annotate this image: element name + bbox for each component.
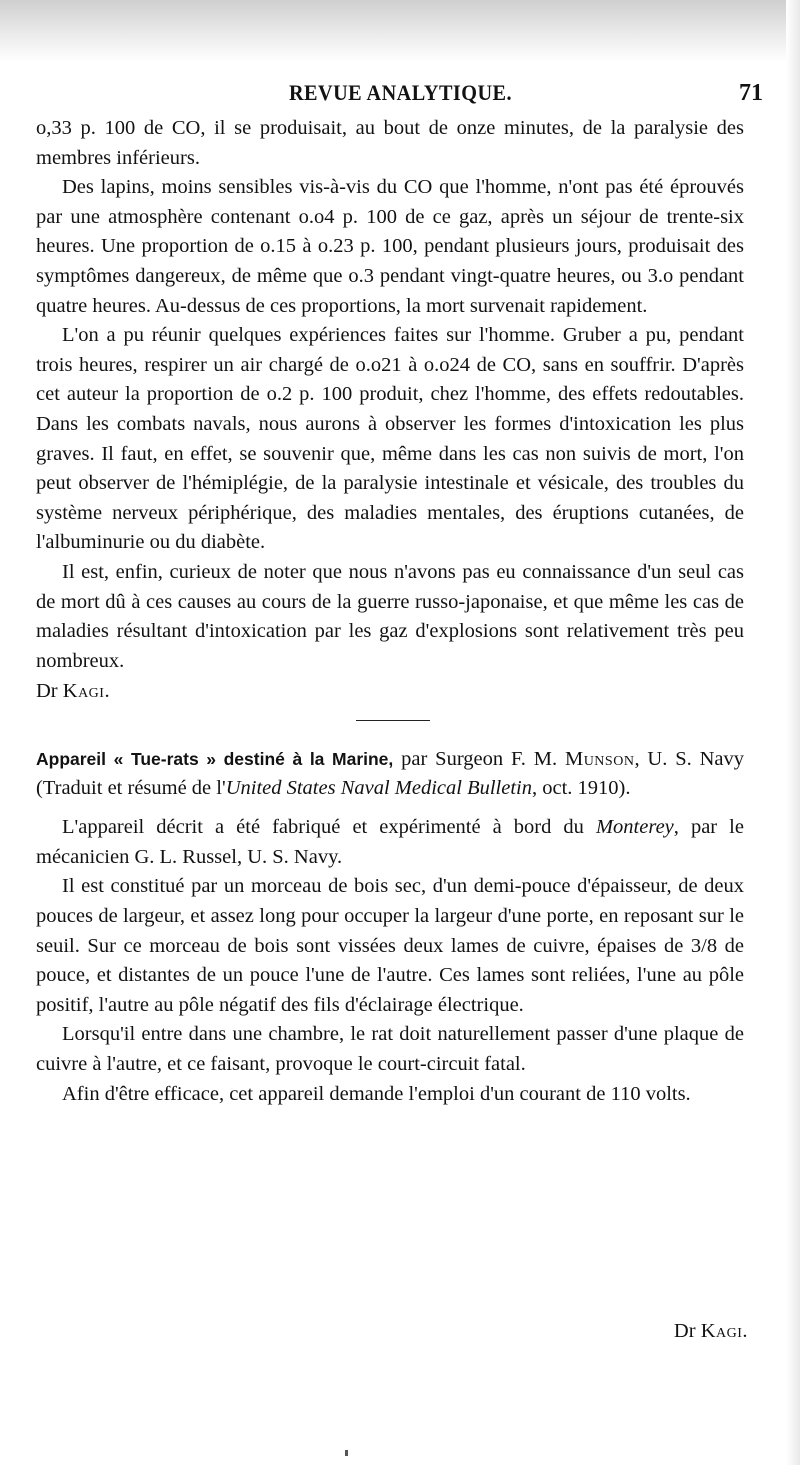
page-number: 71 [739, 80, 763, 106]
article-date: , oct. 1910). [532, 777, 631, 800]
signature-name: Kagi. [62, 680, 111, 703]
signature-final [674, 1320, 748, 1343]
paragraph [36, 1080, 744, 1110]
paragraph: Il est, enfin, curieux de noter que nous n'avons pas eu connaissance d'un seul cas de mort dû à ces causes au cours de la guerre russo-japonaise, et que même les cas de maladies résultant d'intoxication par les gaz d'explosions sont relativement très peu nombreux. [36, 560, 744, 672]
paragraph [36, 813, 744, 872]
running-title: REVUE ANALYTIQUE. [288, 80, 513, 105]
body-text [36, 114, 744, 1109]
signature-name: Kagi. [700, 1320, 748, 1342]
signature-prefix: Dr [36, 680, 58, 703]
section-divider [356, 720, 430, 721]
paragraph: Des lapins, moins sensibles vis-à-vis du CO que l'homme, n'ont pas été éprouvés par une atmosphère contenant o.o4 p. 100 de ce gaz, après un séjour de trente-six heures. Une proportion de o.15 à o.23 p. 100, pendant plusieurs jours, produisait des symptômes dangereux, de même que o.3 pendant vingt-quatre heures, ou 3.o pendant quatre heures. Au-dessus de ces proportions, la mort survenait rapidement. [36, 176, 744, 317]
signature-prefix: Dr [673, 1320, 696, 1342]
paragraph-text: L'appareil décrit a été fabriqué et expérimenté à bord du [62, 816, 596, 839]
author-name: Munson [564, 748, 635, 771]
paragraph: Lorsqu'il entre dans une chambre, le rat doit naturellement passer d'une plaque de cuivre à l'autre, et ce faisant, provoque le court-circuit fatal. [36, 1023, 744, 1076]
signature [36, 676, 744, 706]
article-heading [36, 745, 744, 803]
scan-shadow-right [786, 0, 800, 1465]
article-byline-2: , U. S. Navy (Traduit et résumé de l' [36, 748, 745, 800]
paragraph-text: Afin d'être efficace, cet appareil demande l'emploi d'un courant de 110 volts. [62, 1082, 691, 1105]
paragraph-text: , par le mécanicien G. L. Russel, U. S. Navy. [36, 816, 744, 868]
ship-name: Monterey [595, 816, 674, 839]
paragraph-continued: o,33 p. 100 de CO, il se produisait, au bout de onze minutes, de la paralysie des membres inférieurs. [36, 117, 744, 169]
print-speck [345, 1450, 348, 1456]
page-header [38, 80, 763, 112]
paragraph: L'on a pu réunir quelques expériences faites sur l'homme. Gruber a pu, pendant trois heures, respirer un air chargé de o.o21 à o.o24 de CO, sans en souffrir. D'après cet auteur la proportion de o.2 p. 100 produit, chez l'homme, des effets redoutables. Dans les combats navals, nous aurons à observer les formes d'intoxication les plus graves. Il faut, en effet, se souvenir que, même dans les cas non suivis de mort, l'on peut observer de l'hémiplégie, de la paralysie intestinale et vésicale, des troubles du système nerveux périphérique, des maladies mentales, des éruptions cutanées, de l'albuminurie ou du diabète. [36, 324, 744, 554]
scan-shadow-top [0, 0, 800, 62]
source-journal: United States Naval Medical Bulletin [225, 777, 532, 800]
article-title: Appareil « Tue-rats » destiné à la Marine, [36, 749, 394, 770]
paragraph: Il est constitué par un morceau de bois sec, d'un demi-pouce d'épaisseur, de deux pouces de largeur, et assez long pour occuper la largeur d'une porte, en reposant sur le seuil. Sur ce morceau de bois sont vissées deux lames de cuivre, épaises de 3/8 de pouce, et distantes de un pouce l'une de l'autre. Ces lames sont reliées, l'une au pôle positif, l'autre au pôle négatif des fils d'éclairage électrique. [36, 875, 744, 1016]
article-byline: par Surgeon F. M. [393, 748, 565, 771]
